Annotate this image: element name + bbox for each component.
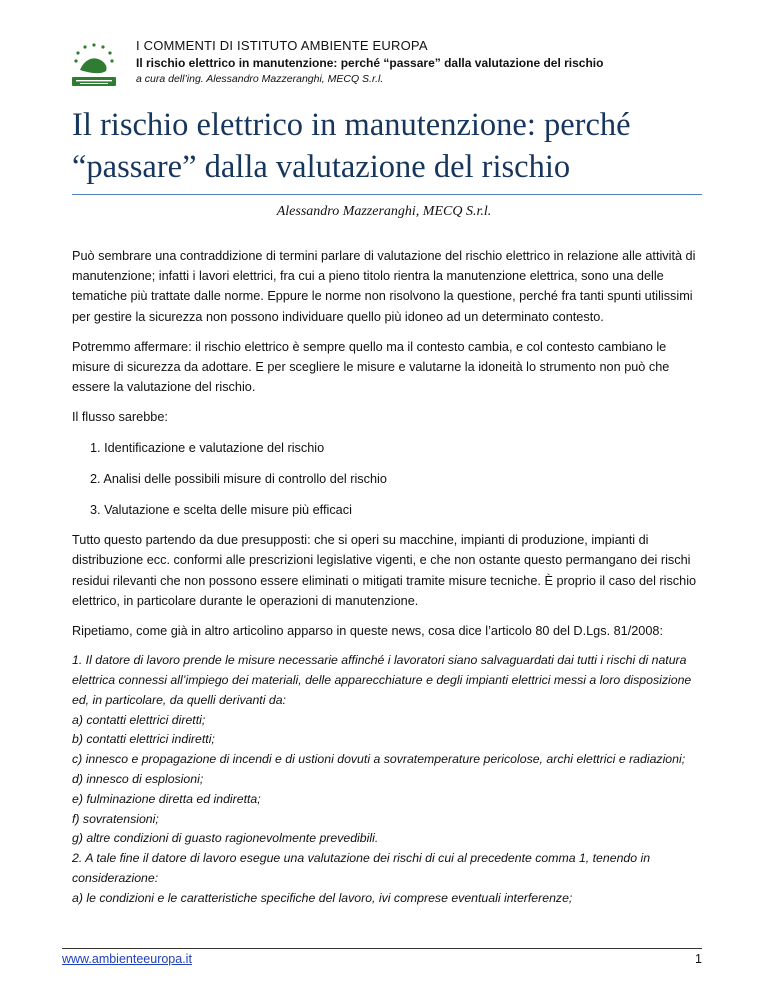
list-item: 1. Identificazione e valutazione del rischio	[90, 440, 325, 455]
quote-line: 1. Il datore di lavoro prende le misure necessarie affinché i lavoratori siano salvaguardati dai tutti i rischi di natura elettrica connessi all’impiego dei materiali, delle apparecchiature e degli impianti elettrici messi a loro disposizione ed, in particolare, da quelli derivanti da:	[72, 653, 692, 707]
ambiente-europa-logo	[62, 40, 126, 92]
header-author: a cura dell’ing. Alessandro Mazzeranghi, MECQ S.r.l.	[136, 73, 384, 85]
header-text	[136, 38, 603, 85]
header-org: I COMMENTI DI ISTITUTO AMBIENTE EUROPA	[136, 38, 428, 53]
page-header	[62, 36, 702, 92]
header-subtitle: Il rischio elettrico in manutenzione: perché “passare” dalla valutazione del rischio	[136, 56, 604, 70]
paragraph: Il flusso sarebbe:	[72, 410, 168, 425]
quote-line: a) contatti elettrici diretti;	[72, 712, 206, 727]
quote-line: f) sovratensioni;	[72, 811, 159, 826]
quote-line: g) altre condizioni di guasto ragionevolmente prevedibili.	[72, 831, 379, 846]
quote-line: 2. A tale fine il datore di lavoro esegue una valutazione dei rischi di cui al precedente comma 1, tenendo in considerazione:	[72, 851, 651, 886]
flow-list	[72, 438, 702, 521]
quote-line: c) innesco e propagazione di incendi e di ustioni dovuti a sovratemperature pericolose, archi elettrici e radiazioni;	[72, 752, 686, 767]
paragraph: Tutto questo partendo da due presupposti: che si operi su macchine, impianti di produzione, impianti di distribuzione ecc. conformi alle prescrizioni legislative vigenti, e che non ostante questo permangano dei rischi residui rilevanti che non possono essere eliminati o mitigati tramite misure tecniche. È proprio il caso del rischio elettrico, in particolare durante le operazioni di manutenzione.	[72, 533, 697, 608]
quote-line: d) innesco di esplosioni;	[72, 772, 204, 787]
paragraph: Può sembrare una contraddizione di termini parlare di valutazione del rischio elettrico in relazione alle attività di manutenzione; infatti i lavori elettrici, fra cui a pieno titolo rientra la manutenzione elettrica, sono una delle tematiche più trattate dalle norme. Eppure le norme non risolvono la questione, perché fra tanti spunti utilissimi per gestire la sicurezza non possono individuare quello più idoneo ad un determinato contesto.	[72, 249, 696, 324]
article-title: Il rischio elettrico in manutenzione: perché “passare” dalla valutazione del rischio	[72, 104, 702, 195]
page-number: 1	[695, 952, 702, 966]
article-body	[72, 246, 702, 909]
paragraph: Potremmo affermare: il rischio elettrico è sempre quello ma il contesto cambia, e col contesto cambiano le misure di sicurezza da adottare. E per scegliere le misure e valutarne la idoneità lo strumento non può che essere la valutazione del rischio.	[72, 339, 670, 395]
page-footer	[62, 948, 702, 966]
quote-line: e) fulminazione diretta ed indiretta;	[72, 791, 261, 806]
list-item: 2. Analisi delle possibili misure di controllo del rischio	[90, 471, 387, 486]
law-quote	[72, 651, 702, 908]
list-item: 3. Valutazione e scelta delle misure più efficaci	[90, 503, 352, 518]
quote-line: b) contatti elettrici indiretti;	[72, 732, 215, 747]
paragraph: Ripetiamo, come già in altro articolino apparso in queste news, cosa dice l’articolo 80 del D.Lgs. 81/2008:	[72, 624, 664, 639]
article-byline: Alessandro Mazzeranghi, MECQ S.r.l.	[276, 204, 492, 219]
quote-line: a) le condizioni e le caratteristiche specifiche del lavoro, ivi comprese eventuali interferenze;	[72, 890, 573, 905]
website-link[interactable]: www.ambienteeuropa.it	[62, 952, 192, 966]
